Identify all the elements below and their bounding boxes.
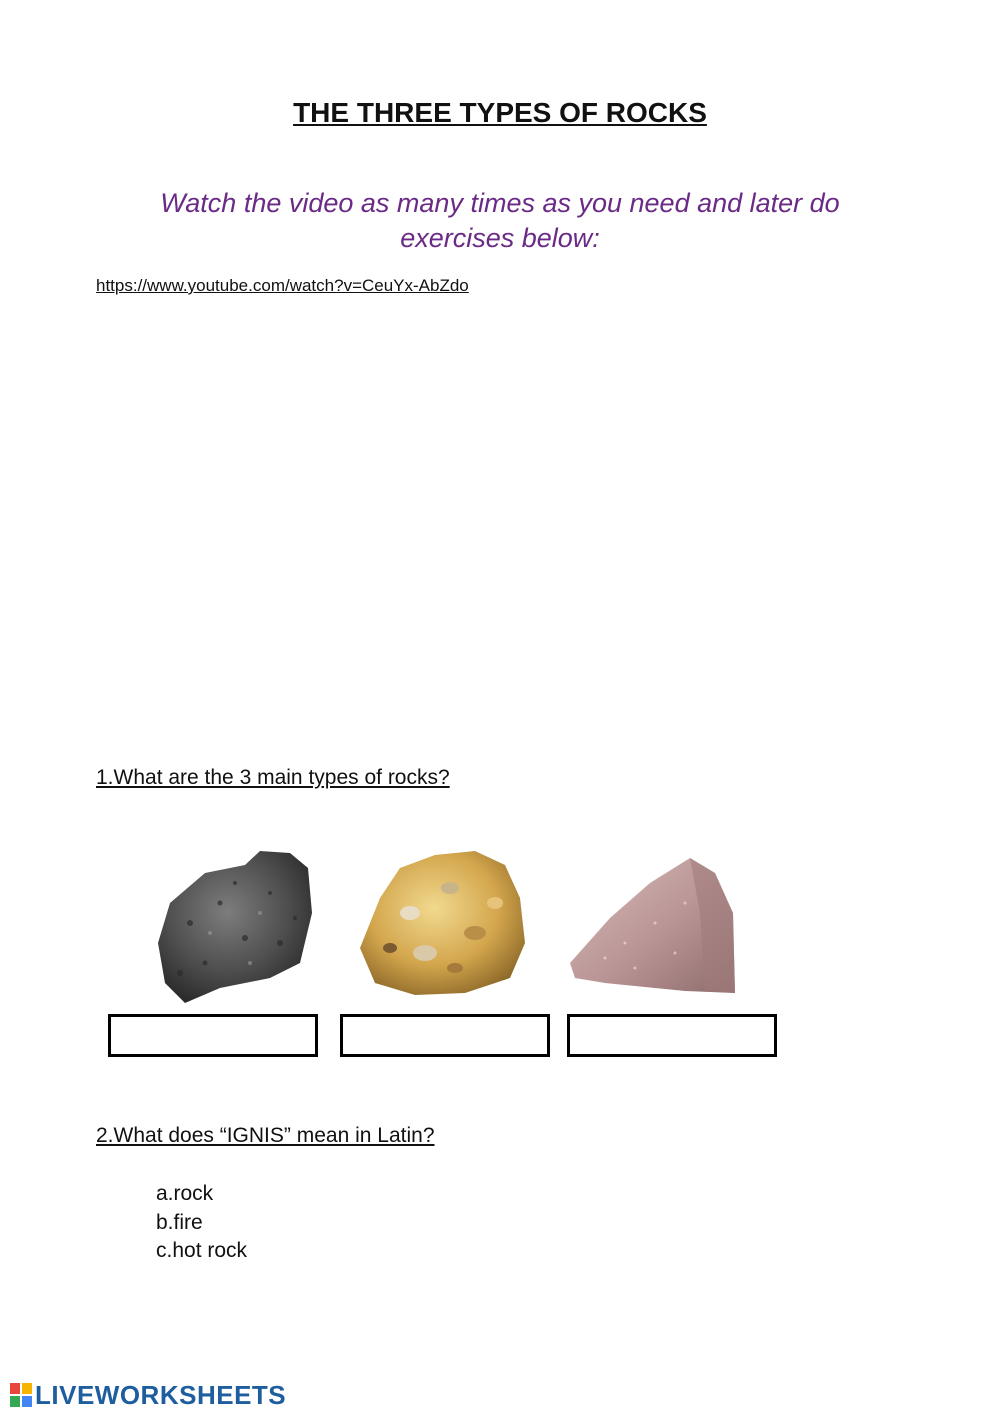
answer-options <box>156 1180 247 1266</box>
igneous-rock-image <box>150 843 320 1008</box>
metamorphic-rock-image <box>565 843 735 1008</box>
answer-box-3[interactable] <box>567 1014 777 1057</box>
option-c[interactable]: c.hot rock <box>156 1239 248 1262</box>
logo-mark-icon <box>10 1383 32 1407</box>
instruction-text: Watch the video as many times as you need and later do exercises below: <box>160 188 840 253</box>
answer-box-2[interactable] <box>340 1014 550 1057</box>
liveworksheets-logo <box>10 1380 286 1410</box>
question-2: 2.What does “IGNIS” mean in Latin? <box>96 1124 435 1147</box>
video-link[interactable]: https://www.youtube.com/watch?v=CeuYx-AbZdo <box>96 276 469 295</box>
answer-box-1[interactable] <box>108 1014 318 1057</box>
question-1: 1.What are the 3 main types of rocks? <box>96 766 450 789</box>
sedimentary-rock-image <box>355 843 525 1008</box>
option-a[interactable]: a.rock <box>156 1182 214 1205</box>
worksheet-title: THE THREE TYPES OF ROCKS <box>293 97 707 128</box>
logo-text: LIVEWORKSHEETS <box>35 1379 287 1410</box>
option-b[interactable]: b.fire <box>156 1210 203 1234</box>
